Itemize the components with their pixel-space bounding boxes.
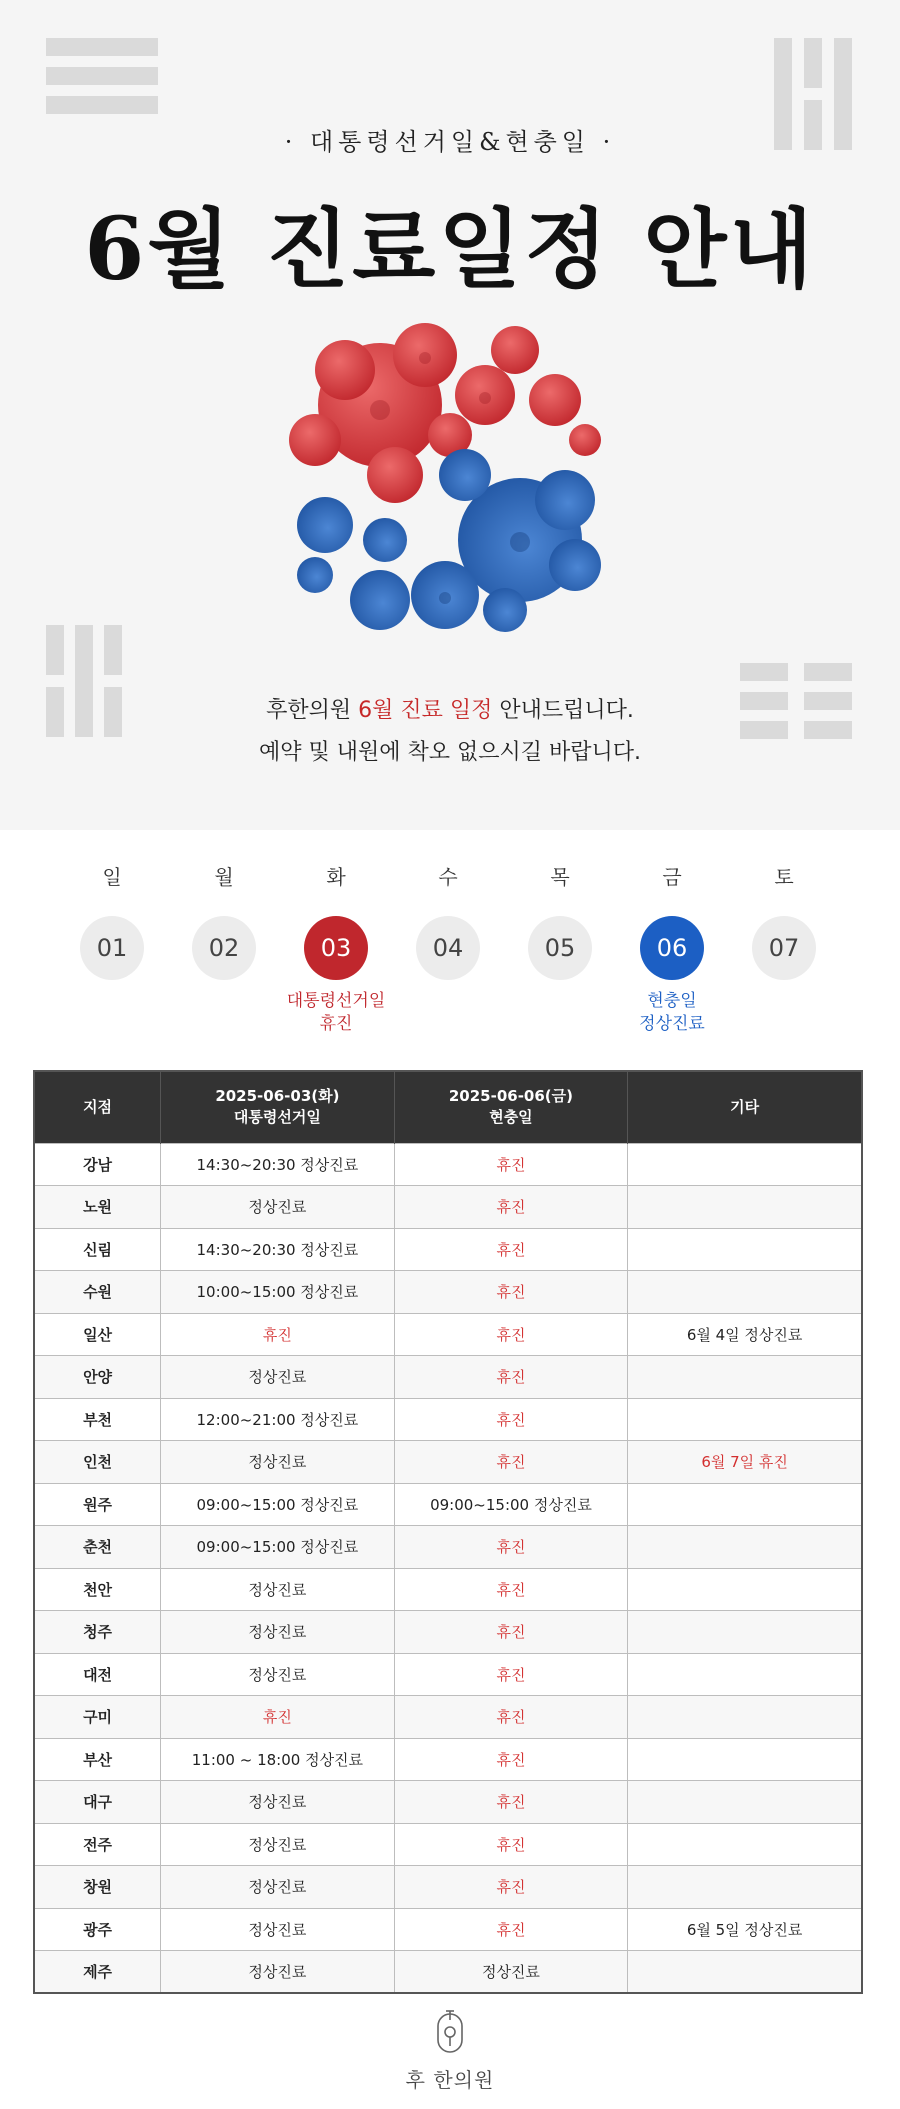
hu-logo-icon (435, 2010, 465, 2056)
election-day-cell: 정상진료 (161, 1866, 395, 1909)
calendar-day-02 (168, 862, 280, 980)
etc-cell (628, 1823, 862, 1866)
election-day-cell: 정상진료 (161, 1568, 395, 1611)
memorial-day-cell: 휴진 (394, 1271, 628, 1314)
memorial-day-cell: 휴진 (394, 1356, 628, 1399)
etc-cell: 6월 4일 정상진료 (628, 1313, 862, 1356)
etc-cell (628, 1526, 862, 1569)
branch-cell: 창원 (34, 1866, 161, 1909)
memorial-day-cell: 휴진 (394, 1738, 628, 1781)
election-day-cell: 09:00~15:00 정상진료 (161, 1483, 395, 1526)
election-day-cell: 휴진 (161, 1696, 395, 1739)
etc-cell (628, 1186, 862, 1229)
notice-line-1-post: 안내드립니다. (492, 698, 634, 723)
branch-schedule-table (33, 1070, 863, 1994)
election-day-cell: 정상진료 (161, 1653, 395, 1696)
header-memorial-date: 2025-06-06(금) (448, 1087, 574, 1106)
notice-line-2: 예약 및 내원에 착오 없으시길 바랍니다. (259, 740, 641, 765)
branch-cell: 제주 (34, 1951, 161, 1994)
etc-cell (628, 1653, 862, 1696)
etc-cell (628, 1398, 862, 1441)
memorial-day-cell: 휴진 (394, 1398, 628, 1441)
election-day-cell: 휴진 (161, 1313, 395, 1356)
header-etc: 기타 (628, 1071, 862, 1143)
branch-cell: 강남 (34, 1143, 161, 1186)
week-calendar (0, 830, 900, 1070)
calendar-date-circle: 07 (752, 916, 816, 980)
memorial-day-cell: 휴진 (394, 1228, 628, 1271)
table-row (34, 1951, 862, 1994)
calendar-weekday: 토 (774, 865, 794, 889)
brand-name: 후 한의원 (405, 2068, 495, 2092)
calendar-date-circle: 02 (192, 916, 256, 980)
table-row (34, 1398, 862, 1441)
election-day-cell: 09:00~15:00 정상진료 (161, 1526, 395, 1569)
calendar-note (616, 990, 728, 1036)
election-day-cell: 정상진료 (161, 1781, 395, 1824)
table-row (34, 1228, 862, 1271)
calendar-day-04 (392, 862, 504, 980)
memorial-day-cell: 휴진 (394, 1568, 628, 1611)
branch-cell: 부천 (34, 1398, 161, 1441)
calendar-weekday: 금 (662, 865, 682, 889)
branch-cell: 수원 (34, 1271, 161, 1314)
election-day-cell: 정상진료 (161, 1611, 395, 1654)
calendar-day-01 (56, 862, 168, 980)
calendar-note (280, 990, 392, 1036)
branch-cell: 부산 (34, 1738, 161, 1781)
calendar-date-circle: 06 (640, 916, 704, 980)
branch-cell: 대구 (34, 1781, 161, 1824)
calendar-day-05 (504, 862, 616, 980)
memorial-day-cell: 휴진 (394, 1823, 628, 1866)
memorial-day-cell: 휴진 (394, 1313, 628, 1356)
branch-cell: 천안 (34, 1568, 161, 1611)
table-row (34, 1143, 862, 1186)
branch-cell: 일산 (34, 1313, 161, 1356)
etc-cell: 6월 7일 휴진 (628, 1441, 862, 1484)
calendar-day-03 (280, 862, 392, 1036)
branch-cell: 신림 (34, 1228, 161, 1271)
hero-banner (0, 0, 900, 830)
calendar-note-title: 현충일 (647, 991, 697, 1011)
notice-line-1-pre: 후한의원 (266, 698, 359, 723)
memorial-day-cell: 휴진 (394, 1696, 628, 1739)
calendar-date-circle: 05 (528, 916, 592, 980)
etc-cell (628, 1951, 862, 1994)
memorial-day-cell: 휴진 (394, 1653, 628, 1696)
notice-highlight: 6월 진료 일정 (358, 698, 493, 723)
calendar-weekday: 월 (214, 865, 234, 889)
etc-cell (628, 1271, 862, 1314)
header-election-day (161, 1071, 395, 1143)
calendar-day-06 (616, 862, 728, 1036)
calendar-date-circle: 01 (80, 916, 144, 980)
table-row (34, 1271, 862, 1314)
etc-cell (628, 1611, 862, 1654)
branch-cell: 구미 (34, 1696, 161, 1739)
election-day-cell: 정상진료 (161, 1186, 395, 1229)
calendar-day-07 (728, 862, 840, 980)
table-row (34, 1313, 862, 1356)
memorial-day-cell: 휴진 (394, 1611, 628, 1654)
branch-cell: 춘천 (34, 1526, 161, 1569)
etc-cell (628, 1356, 862, 1399)
election-day-cell: 10:00~15:00 정상진료 (161, 1271, 395, 1314)
calendar-note-status: 정상진료 (639, 1014, 705, 1034)
memorial-day-cell: 휴진 (394, 1866, 628, 1909)
calendar-weekday: 목 (550, 865, 570, 889)
memorial-day-cell: 09:00~15:00 정상진료 (394, 1483, 628, 1526)
table-row (34, 1908, 862, 1951)
memorial-day-cell: 휴진 (394, 1143, 628, 1186)
table-header-row (34, 1071, 862, 1143)
calendar-date-circle: 03 (304, 916, 368, 980)
election-day-cell: 정상진료 (161, 1823, 395, 1866)
election-day-cell: 14:30~20:30 정상진료 (161, 1228, 395, 1271)
election-day-cell: 14:30~20:30 정상진료 (161, 1143, 395, 1186)
table-row (34, 1653, 862, 1696)
header-election-date: 2025-06-03(화) (215, 1087, 340, 1106)
header-election-label: 대통령선거일 (233, 1108, 321, 1127)
election-day-cell: 12:00~21:00 정상진료 (161, 1398, 395, 1441)
election-day-cell: 11:00 ~ 18:00 정상진료 (161, 1738, 395, 1781)
memorial-day-cell: 휴진 (394, 1908, 628, 1951)
memorial-day-cell: 휴진 (394, 1526, 628, 1569)
etc-cell (628, 1483, 862, 1526)
table-row (34, 1738, 862, 1781)
memorial-day-cell: 휴진 (394, 1781, 628, 1824)
table-row (34, 1526, 862, 1569)
branch-cell: 노원 (34, 1186, 161, 1229)
branch-cell: 안양 (34, 1356, 161, 1399)
calendar-weekday: 화 (326, 865, 346, 889)
etc-cell (628, 1143, 862, 1186)
hero-subtitle: · 대통령선거일&현충일 · (284, 128, 616, 156)
table-row (34, 1866, 862, 1909)
election-day-cell: 정상진료 (161, 1441, 395, 1484)
page-title: 6월 진료일정 안내 (84, 199, 816, 300)
branch-cell: 원주 (34, 1483, 161, 1526)
memorial-day-cell: 휴진 (394, 1441, 628, 1484)
branch-cell: 전주 (34, 1823, 161, 1866)
etc-cell (628, 1781, 862, 1824)
branch-cell: 광주 (34, 1908, 161, 1951)
etc-cell (628, 1866, 862, 1909)
branch-cell: 인천 (34, 1441, 161, 1484)
table-row (34, 1186, 862, 1229)
memorial-day-cell: 휴진 (394, 1186, 628, 1229)
branch-cell: 대전 (34, 1653, 161, 1696)
etc-cell: 6월 5일 정상진료 (628, 1908, 862, 1951)
etc-cell (628, 1228, 862, 1271)
branch-cell: 청주 (34, 1611, 161, 1654)
header-branch: 지점 (34, 1071, 161, 1143)
etc-cell (628, 1568, 862, 1611)
notice-line-1 (0, 690, 900, 732)
election-day-cell: 정상진료 (161, 1951, 395, 1994)
trigram-geon-icon (46, 38, 158, 114)
calendar-date-circle: 04 (416, 916, 480, 980)
table-row (34, 1823, 862, 1866)
table-row (34, 1483, 862, 1526)
header-memorial-label: 현충일 (489, 1108, 533, 1127)
calendar-weekday: 일 (102, 865, 122, 889)
table-row (34, 1611, 862, 1654)
taegeuk-flower-icon (285, 310, 615, 650)
hero-notice (0, 690, 900, 774)
election-day-cell: 정상진료 (161, 1356, 395, 1399)
table-row (34, 1568, 862, 1611)
calendar-weekday: 수 (438, 865, 458, 889)
election-day-cell: 정상진료 (161, 1908, 395, 1951)
etc-cell (628, 1738, 862, 1781)
memorial-day-cell: 정상진료 (394, 1951, 628, 1994)
table-row (34, 1781, 862, 1824)
calendar-note-title: 대통령선거일 (286, 991, 386, 1011)
table-row (34, 1696, 862, 1739)
etc-cell (628, 1696, 862, 1739)
header-memorial-day (394, 1071, 628, 1143)
table-row (34, 1356, 862, 1399)
footer (0, 2010, 900, 2093)
calendar-note-status: 휴진 (319, 1014, 353, 1034)
table-row (34, 1441, 862, 1484)
